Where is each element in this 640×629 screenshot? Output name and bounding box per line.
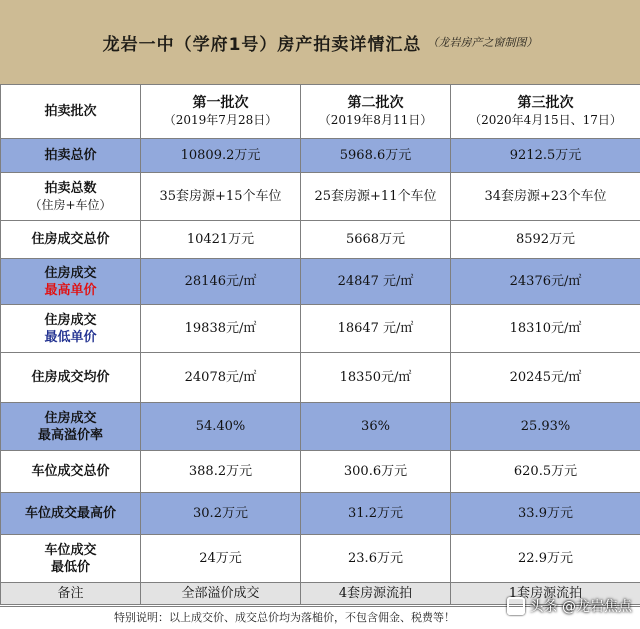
row-label: 住房成交总价 <box>1 221 141 259</box>
cell-batch-2: 25套房源+11个车位 <box>301 173 451 221</box>
cell-batch-2: 300.6万元 <box>301 451 451 493</box>
cell-batch-2: 4套房源流拍 <box>301 583 451 605</box>
batch-2-date: （2019年8月11日） <box>318 112 433 127</box>
batch-2-name: 第二批次 <box>347 94 404 111</box>
cell-batch-1: 全部溢价成交 <box>141 583 301 605</box>
row-label: 车位成交最高价 <box>1 493 141 535</box>
cell-batch-3: 18310元/㎡ <box>451 305 640 353</box>
cell-batch-2: 18350元/㎡ <box>301 353 451 403</box>
row-label: 备注 <box>1 583 141 605</box>
cell-batch-3: 24376元/㎡ <box>451 259 640 305</box>
cell-batch-1: 24078元/㎡ <box>141 353 301 403</box>
cell-batch-3: 34套房源+23个车位 <box>451 173 640 221</box>
row-label: 拍卖总价 <box>1 139 141 173</box>
table-row <box>1 493 640 535</box>
batch-1-name: 第一批次 <box>192 94 249 111</box>
row-label-main: 车位成交 <box>44 542 97 558</box>
header-label: 拍卖批次 <box>1 85 141 139</box>
batch-1-date: （2019年7月28日） <box>163 112 278 127</box>
cell-batch-2: 24847 元/㎡ <box>301 259 451 305</box>
cell-batch-3: 1套房源流拍 <box>451 583 640 605</box>
row-label-highlight: 最低单价 <box>44 329 97 345</box>
cell-batch-3: 20245元/㎡ <box>451 353 640 403</box>
row-label <box>1 535 141 583</box>
batch-1-header <box>141 85 301 139</box>
table-row <box>1 259 640 305</box>
row-label-main: 住房成交 <box>44 265 97 281</box>
row-label <box>1 305 141 353</box>
cell-batch-1: 28146元/㎡ <box>141 259 301 305</box>
cell-batch-1: 388.2万元 <box>141 451 301 493</box>
cell-batch-2: 5968.6万元 <box>301 139 451 173</box>
cell-batch-2: 5668万元 <box>301 221 451 259</box>
cell-batch-3: 25.93% <box>451 403 640 451</box>
row-label-sub: （住房+车位） <box>29 197 112 212</box>
cell-batch-1: 19838元/㎡ <box>141 305 301 353</box>
cell-batch-3: 9212.5万元 <box>451 139 640 173</box>
batch-3-date: （2020年4月15日、17日） <box>469 112 622 127</box>
row-label-line2: 最高溢价率 <box>37 427 103 443</box>
row-label: 车位成交总价 <box>1 451 141 493</box>
row-label <box>1 173 141 221</box>
batch-2-header <box>301 85 451 139</box>
toutiao-logo-icon <box>507 597 525 615</box>
auction-table <box>0 84 640 605</box>
cell-batch-1: 54.40% <box>141 403 301 451</box>
cell-batch-1: 10809.2万元 <box>141 139 301 173</box>
page-subtitle: （龙岩房产之窗制图） <box>427 36 538 49</box>
table-row <box>1 139 640 173</box>
table-row <box>1 305 640 353</box>
batch-3-name: 第三批次 <box>517 94 574 111</box>
table-row <box>1 535 640 583</box>
cell-batch-2: 31.2万元 <box>301 493 451 535</box>
cell-batch-3: 33.9万元 <box>451 493 640 535</box>
cell-batch-1: 10421万元 <box>141 221 301 259</box>
cell-batch-1: 24万元 <box>141 535 301 583</box>
row-label <box>1 259 141 305</box>
cell-batch-2: 36% <box>301 403 451 451</box>
row-label-main: 住房成交 <box>44 312 97 328</box>
cell-batch-1: 35套房源+15个车位 <box>141 173 301 221</box>
page-title: 龙岩一中（学府1号）房产拍卖详情汇总 <box>102 34 422 55</box>
row-label <box>1 403 141 451</box>
table-row <box>1 353 640 403</box>
header-row <box>1 85 640 139</box>
cell-batch-2: 23.6万元 <box>301 535 451 583</box>
row-label: 住房成交均价 <box>1 353 141 403</box>
watermark-text: 头条 @龙岩焦点 <box>529 599 632 615</box>
title-bar <box>0 0 640 84</box>
cell-batch-3: 620.5万元 <box>451 451 640 493</box>
cell-batch-1: 30.2万元 <box>141 493 301 535</box>
table-row <box>1 221 640 259</box>
cell-batch-3: 8592万元 <box>451 221 640 259</box>
row-label-highlight: 最高单价 <box>44 282 97 298</box>
row-label-main: 拍卖总数 <box>44 180 97 196</box>
table-row <box>1 173 640 221</box>
batch-3-header <box>451 85 640 139</box>
watermark <box>507 596 632 616</box>
table-row <box>1 451 640 493</box>
table-row <box>1 403 640 451</box>
footer-note: 特别说明：以上成交价、成交总价均为落槌价，不包含佣金、税费等！ <box>0 606 640 629</box>
row-label-line2: 最低价 <box>50 559 90 575</box>
cell-batch-3: 22.9万元 <box>451 535 640 583</box>
row-label-main: 住房成交 <box>44 410 97 426</box>
cell-batch-2: 18647 元/㎡ <box>301 305 451 353</box>
